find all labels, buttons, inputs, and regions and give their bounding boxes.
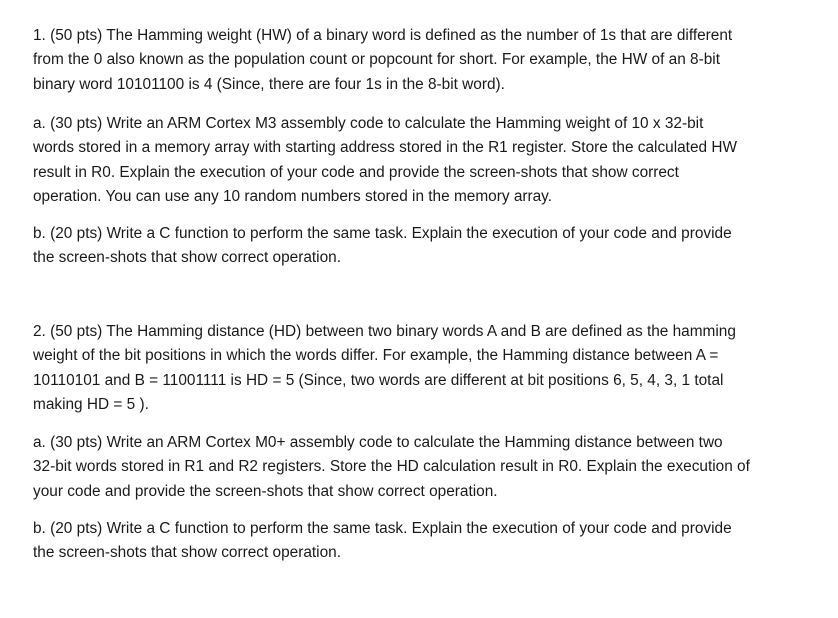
question-2-part-b: [33, 517, 823, 566]
text-line: words stored in a memory array with starting address stored in the R1 register. Store the calculated HW: [33, 139, 737, 157]
text-line: making HD = 5 ).: [33, 395, 149, 413]
text-line: operation. You can use any 10 random numbers stored in the memory array.: [33, 187, 553, 205]
text-line: b. (20 pts) Write a C function to perform the same task. Explain the execution of your code and provide: [33, 225, 732, 242]
question-2-intro: [33, 320, 823, 417]
question-1-part-a: [33, 112, 823, 209]
text-line: from the 0 also known as the population count or popcount for short. For example, the HW of an 8-bit: [33, 51, 720, 69]
question-1-part-b: [33, 222, 823, 271]
question-2-part-a: [33, 431, 823, 504]
question-1-intro: [33, 24, 823, 97]
text-line: the screen-shots that show correct operation.: [33, 249, 341, 267]
text-line: weight of the bit positions in which the words differ. For example, the Hamming distance between A =: [33, 347, 719, 365]
text-line: 32-bit words stored in R1 and R2 registers. Store the HD calculation result in R0. Explain the execution of: [33, 458, 750, 476]
text-line: binary word 10101100 is 4 (Since, there are four 1s in the 8-bit word).: [33, 75, 505, 93]
text-line: 1. (50 pts) The Hamming weight (HW) of a binary word is defined as the number of 1s that are different: [33, 27, 733, 44]
text-line: b. (20 pts) Write a C function to perform the same task. Explain the execution of your code and provide: [33, 520, 732, 537]
text-line: a. (30 pts) Write an ARM Cortex M3 assembly code to calculate the Hamming weight of 10 x 32-bit: [33, 115, 704, 132]
text-line: your code and provide the screen-shots that show correct operation.: [33, 482, 498, 500]
text-line: the screen-shots that show correct operation.: [33, 544, 341, 562]
text-line: a. (30 pts) Write an ARM Cortex M0+ assembly code to calculate the Hamming distance between two: [33, 434, 723, 451]
text-line: 10110101 and B = 11001111 is HD = 5 (Since, two words are different at bit positions 6, 5, 4, 3, 1 total: [33, 371, 724, 389]
text-line: result in R0. Explain the execution of your code and provide the screen-shots that show correct: [33, 163, 679, 181]
text-line: 2. (50 pts) The Hamming distance (HD) between two binary words A and B are defined as the hamming: [33, 323, 736, 340]
